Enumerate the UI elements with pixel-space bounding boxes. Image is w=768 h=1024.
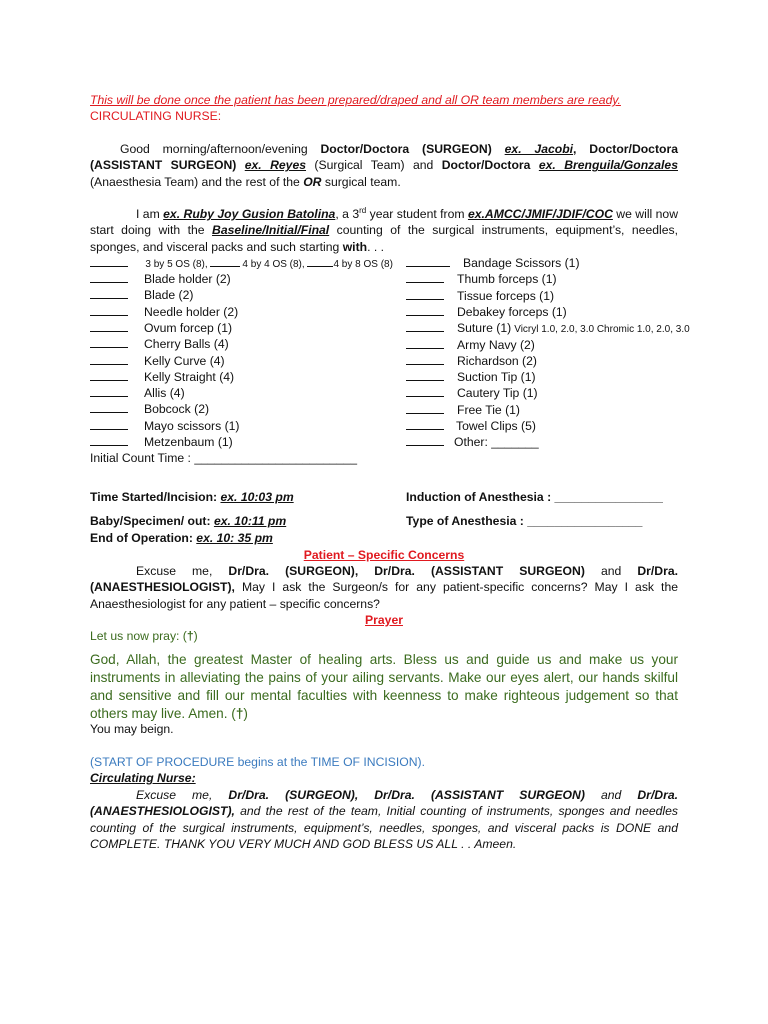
count-blank[interactable] <box>406 271 444 283</box>
prayer-lead-close: ) <box>193 629 198 643</box>
instrument-row <box>90 418 239 434</box>
count-blank[interactable] <box>406 288 444 300</box>
greeting-text-3: (Anaesthesia Team) and the rest of the <box>90 174 304 189</box>
instrument-row <box>90 271 231 287</box>
instrument-row <box>90 385 185 401</box>
count-blank[interactable] <box>90 336 128 348</box>
greeting-surgeon: Doctor/Doctora (SURGEON) <box>320 142 505 156</box>
count-blank[interactable] <box>406 320 444 332</box>
concerns-and: and <box>584 564 638 578</box>
instrument-row <box>406 288 554 304</box>
instrument-row-sponges <box>90 255 393 271</box>
instrument-label: Debakey forceps (1) <box>457 304 567 319</box>
instrument-label: Kelly Curve (4) <box>144 353 225 368</box>
instrument-row <box>90 353 225 369</box>
intro-role: CIRCULATING NURSE: <box>90 109 222 123</box>
closing-role: Circulating Nurse: <box>90 771 196 785</box>
count-blank[interactable] <box>90 401 128 413</box>
prayer-heading: Prayer <box>365 613 403 627</box>
instrument-row <box>90 369 234 385</box>
instrument-label: Needle holder (2) <box>144 304 239 319</box>
instrument-label: Blade holder (2) <box>144 272 231 286</box>
instrument-row <box>90 336 229 352</box>
sponge-4by8: 4 by 8 OS (8) <box>333 259 393 270</box>
concerns-text: Excuse me, <box>136 564 229 578</box>
instrument-row <box>406 434 539 450</box>
instrument-row <box>90 304 238 320</box>
initial-count-time: Initial Count Time : ________________________ <box>90 451 357 465</box>
greeting-assistant-example: ex. Reyes <box>244 158 307 173</box>
count-blank[interactable] <box>90 434 128 446</box>
closing-statement: and the rest of the team, Initial counting of instruments, sponges and needles counting of the surgical instruments, equipment’s, needles, sponges, and visceral packs is DONE and COMPLETE. THANK YOU VERY MUCH AND GOD BLESS US ALL . . Ameen. <box>90 804 678 852</box>
count-blank[interactable] <box>406 385 444 397</box>
greeting-text: Good morning/afternoon/evening <box>120 142 321 156</box>
type-of-anesthesia: Type of Anesthesia : _________________ <box>406 514 643 528</box>
student-intro-paragraph <box>90 206 678 255</box>
student-text: I am <box>136 207 164 221</box>
instrument-label: Kelly Straight (4) <box>144 369 235 384</box>
prayer-close: ) <box>243 706 248 721</box>
instrument-label: Metzenbaum (1) <box>144 435 233 449</box>
start-note: (START OF PROCEDURE begins at the TIME OF INCISION). <box>90 755 425 769</box>
greeting-text-2: (Surgical Team) and <box>306 158 442 173</box>
greeting-surgeon-example: ex. Jacobi <box>504 142 574 156</box>
instrument-label: Towel Clips (5) <box>456 419 536 433</box>
count-blank[interactable] <box>90 287 128 299</box>
count-blank[interactable] <box>406 418 444 430</box>
instrument-label: Army Navy (2) <box>457 337 535 352</box>
count-blank[interactable] <box>90 385 128 397</box>
may-begin: You may beign. <box>90 722 174 736</box>
cross-icon: † <box>235 706 244 721</box>
count-blank[interactable] <box>406 369 444 381</box>
closing-anaesthesiologist: Dr/Dra. (ANAESTHESIOLOGIST), <box>90 788 678 819</box>
patient-concerns-paragraph <box>90 563 678 612</box>
instrument-label: Ovum forcep (1) <box>144 320 233 335</box>
student-name-example: ex. Ruby Joy Gusion Batolina <box>163 207 336 221</box>
concerns-anaesthesiologist: Dr/Dra. (ANAESTHESIOLOGIST), <box>90 564 678 595</box>
instrument-row <box>406 353 537 369</box>
sponge-3by5: 3 by 5 OS (8), <box>145 259 211 270</box>
instrument-row <box>406 418 536 434</box>
instrument-label: Richardson (2) <box>457 353 537 368</box>
student-text-2: , a 3 <box>335 207 360 221</box>
time-started-value: ex. 10:03 pm <box>220 490 294 504</box>
induction-of-anesthesia: Induction of Anesthesia : ________________ <box>406 490 663 504</box>
student-text-5: counting of the surgical instruments, equipment’s, needles, sponges, and visceral packs and such starting <box>90 223 678 254</box>
closing-paragraph <box>90 787 678 853</box>
instrument-label: Allis (4) <box>144 386 185 401</box>
greeting-paragraph <box>90 141 678 190</box>
count-blank[interactable] <box>90 320 128 332</box>
prayer-lead-text: Let us now pray: ( <box>90 629 187 643</box>
instrument-label: Free Tie (1) <box>457 402 520 417</box>
prayer-text <box>90 651 678 723</box>
count-blank[interactable] <box>406 434 444 446</box>
instrument-row <box>406 271 557 287</box>
concerns-question: May I ask the Surgeon/s for any patient-specific concerns? May I ask the Anaesthesiologist for any patient – specific concerns? <box>90 580 678 611</box>
end-of-operation <box>90 530 273 546</box>
sponge-4by4: 4 by 4 OS (8), <box>242 259 308 270</box>
count-blank[interactable] <box>90 271 128 283</box>
count-blank[interactable] <box>90 369 128 381</box>
count-blank[interactable] <box>210 255 240 267</box>
end-value: ex. 10: 35 pm <box>196 531 273 545</box>
count-blank[interactable] <box>90 353 128 365</box>
greeting-assistant: Doctor/Doctora (ASSISTANT SURGEON) <box>90 142 678 173</box>
student-with: with <box>342 239 368 254</box>
school-example: ex.AMCC/JMIF/JDIF/COC <box>467 207 613 221</box>
closing-text: Excuse me, <box>136 788 229 802</box>
intro-note: This will be done once the patient has been prepared/draped and all OR team members are ready. <box>90 93 621 107</box>
instrument-label: Cautery Tip (1) <box>457 386 538 401</box>
year-suffix: rd <box>359 205 367 215</box>
count-blank[interactable] <box>406 304 444 316</box>
count-blank[interactable] <box>406 255 450 267</box>
greeting-anaesthesia: Doctor/Doctora <box>441 158 539 173</box>
instrument-row <box>406 304 567 320</box>
end-label: End of Operation: <box>90 531 197 545</box>
instrument-label: Other: _______ <box>454 435 539 450</box>
instrument-label: Bandage Scissors (1) <box>463 256 580 270</box>
prayer-lead <box>90 628 678 644</box>
count-blank[interactable] <box>90 255 128 267</box>
instrument-row <box>90 287 193 303</box>
instrument-row <box>406 402 520 418</box>
closing-doctors: Dr/Dra. (SURGEON), Dr/Dra. (ASSISTANT SURGEON) <box>228 788 585 802</box>
instrument-row <box>406 385 538 401</box>
count-blank[interactable] <box>90 304 128 316</box>
suture-detail: Vicryl 1.0, 2.0, 3.0 Chromic 1.0, 2.0, 3.0 <box>514 324 690 336</box>
patient-concerns-heading: Patient – Specific Concerns <box>303 548 465 562</box>
instrument-row <box>406 255 580 271</box>
count-blank[interactable] <box>406 353 444 365</box>
greeting-comma: , <box>573 142 590 156</box>
count-blank[interactable] <box>406 402 444 414</box>
instrument-label: Blade (2) <box>144 288 194 303</box>
student-ellipsis: . . . <box>367 239 385 254</box>
prayer-body: God, Allah, the greatest Master of healing arts. Bless us and guide us and make us your instruments in alleviating the pains of your ailing servants. Make our eyes alert, our hands skilful and sensitive and fill our mental faculties with keenness to make righteous judgement so that others may live. Amen. ( <box>90 652 678 721</box>
instrument-label: Suction Tip (1) <box>457 370 536 385</box>
instrument-label: Tissue forceps (1) <box>457 288 555 303</box>
instrument-row <box>406 337 535 353</box>
greeting-or: OR <box>303 174 322 189</box>
student-text-3: year student from <box>366 207 468 221</box>
greeting-text-4: surgical team. <box>321 174 401 189</box>
count-type-example: Baseline/Initial/Final <box>212 223 330 238</box>
instrument-row <box>90 434 233 450</box>
time-started <box>90 489 294 505</box>
cross-icon: † <box>186 629 194 643</box>
greeting-anaesthesia-example: ex. Brenguila/Gonzales <box>538 158 678 173</box>
student-text-4: we will now start doing with the <box>90 207 679 238</box>
count-blank[interactable] <box>90 418 128 430</box>
instrument-label: Cherry Balls (4) <box>144 337 229 352</box>
instrument-label: Bobcock (2) <box>144 402 210 417</box>
instrument-label: Mayo scissors (1) <box>144 418 240 433</box>
instrument-label: Thumb forceps (1) <box>457 272 557 287</box>
instrument-row <box>406 320 690 336</box>
closing-and: and <box>584 788 638 802</box>
count-blank[interactable] <box>307 255 333 267</box>
instrument-row <box>90 401 209 417</box>
time-started-label: Time Started/Incision: <box>90 490 221 504</box>
instrument-label: Suture (1) <box>457 321 512 336</box>
instrument-row <box>90 320 232 336</box>
count-blank[interactable] <box>406 337 444 349</box>
concerns-doctors: Dr/Dra. (SURGEON), Dr/Dra. (ASSISTANT SURGEON) <box>228 564 585 578</box>
baby-out-value: ex. 10:11 pm <box>213 514 287 528</box>
baby-specimen-out <box>90 513 286 529</box>
baby-out-label: Baby/Specimen/ out: <box>90 514 214 528</box>
instrument-row <box>406 369 536 385</box>
